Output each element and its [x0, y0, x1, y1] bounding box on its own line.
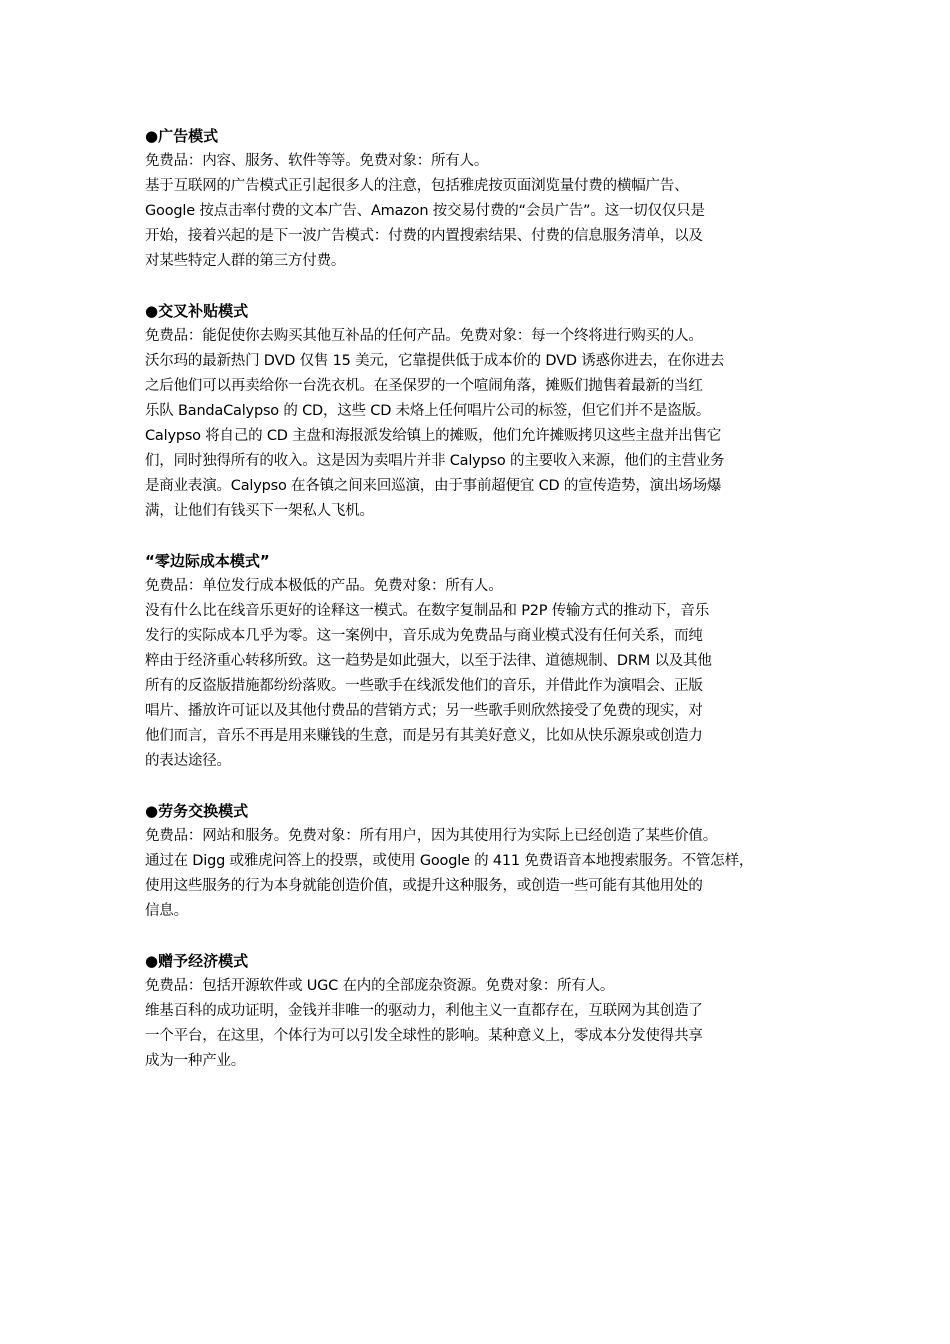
section-title: “零边际成本模式”: [145, 552, 270, 570]
paragraph-line: 的表达途径。: [145, 753, 231, 769]
paragraph-line: 免费品：网站和服务。免费对象：所有用户，因为其使用行为实际上已经创造了某些价值。: [145, 828, 717, 844]
paragraph-line: 满，让他们有钱买下一架私人飞机。: [145, 503, 374, 519]
section-labor-exchange: [145, 799, 823, 924]
paragraph-line: 维基百科的成功证明，金钱并非唯一的驱动力，利他主义一直都存在，互联网为其创造了: [145, 1003, 703, 1019]
paragraph-line: 是商业表演。Calypso 在各镇之间来回巡演，由于事前超便宜 CD 的宣传造势，演出场场爆: [145, 478, 722, 494]
paragraph-line: 免费品：单位发行成本极低的产品。免费对象：所有人。: [145, 578, 503, 594]
paragraph-line: 基于互联网的广告模式正引起很多人的注意，包括雅虎按页面浏览量付费的横幅广告、: [145, 178, 689, 194]
section-gift-economy: [145, 949, 823, 1074]
section-title: ●赠予经济模式: [145, 952, 249, 970]
paragraph-line: 唱片、播放许可证以及其他付费品的营销方式；另一些歌手则欣然接受了免费的现实，对: [145, 703, 703, 719]
paragraph-line: 开始，接着兴起的是下一波广告模式：付费的内置搜索结果、付费的信息服务清单，以及: [145, 228, 703, 244]
document-body: [145, 124, 823, 1099]
paragraph-line: 们，同时独得所有的收入。这是因为卖唱片并非 Calypso 的主要收入来源，他们的主营业务: [145, 453, 725, 469]
paragraph-line: Google 按点击率付费的文本广告、Amazon 按交易付费的“会员广告”。这一切仅仅只是: [145, 203, 705, 219]
section-zero-marginal-cost: [145, 549, 823, 774]
paragraph-line: 发行的实际成本几乎为零。这一案例中，音乐成为免费品与商业模式没有任何关系，而纯: [145, 628, 703, 644]
paragraph-line: 一个平台，在这里，个体行为可以引发全球性的影响。某种意义上，零成本分发使得共享: [145, 1028, 703, 1044]
paragraph-line: 通过在 Digg 或雅虎问答上的投票，或使用 Google 的 411 免费语音本地搜索服务。不管怎样，: [145, 853, 754, 869]
paragraph-line: 成为一种产业。: [145, 1053, 246, 1069]
section-cross-subsidy: [145, 299, 823, 524]
paragraph-line: 使用这些服务的行为本身就能创造价值，或提升这种服务，或创造一些可能有其他用处的: [145, 878, 703, 894]
section-title: ●交叉补贴模式: [145, 302, 249, 320]
paragraph-line: 他们而言，音乐不再是用来赚钱的生意，而是另有其美好意义，比如从快乐源泉或创造力: [145, 728, 703, 744]
paragraph-line: Calypso 将自己的 CD 主盘和海报派发给镇上的摊贩，他们允许摊贩拷贝这些主盘并出售它: [145, 428, 722, 444]
paragraph-line: 乐队 BandaCalypso 的 CD，这些 CD 未烙上任何唱片公司的标签，但它们并不是盗版。: [145, 403, 711, 419]
paragraph-line: 粹由于经济重心转移所致。这一趋势是如此强大，以至于法律、道德规制、DRM 以及其他: [145, 653, 712, 669]
paragraph-line: 沃尔玛的最新热门 DVD 仅售 15 美元，它靠提供低于成本价的 DVD 诱惑你进去，在你进去: [145, 353, 725, 369]
section-title: ●劳务交换模式: [145, 802, 249, 820]
section-advertising: [145, 124, 823, 274]
section-title: ●广告模式: [145, 127, 219, 145]
paragraph-line: 免费品：包括开源软件或 UGC 在内的全部庞杂资源。免费对象：所有人。: [145, 978, 615, 994]
paragraph-line: 所有的反盗版措施都纷纷落败。一些歌手在线派发他们的音乐，并借此作为演唱会、正版: [145, 678, 703, 694]
paragraph-line: 之后他们可以再卖给你一台洗衣机。在圣保罗的一个喧闹角落，摊贩们抛售着最新的当红: [145, 378, 703, 394]
paragraph-line: 免费品：内容、服务、软件等等。免费对象：所有人。: [145, 153, 489, 169]
paragraph-line: 信息。: [145, 903, 188, 919]
paragraph-line: 没有什么比在线音乐更好的诠释这一模式。在数字复制品和 P2P 传输方式的推动下，音乐: [145, 603, 710, 619]
paragraph-line: 对某些特定人群的第三方付费。: [145, 253, 346, 269]
paragraph-line: 免费品：能促使你去购买其他互补品的任何产品。免费对象：每一个终将进行购买的人。: [145, 328, 703, 344]
